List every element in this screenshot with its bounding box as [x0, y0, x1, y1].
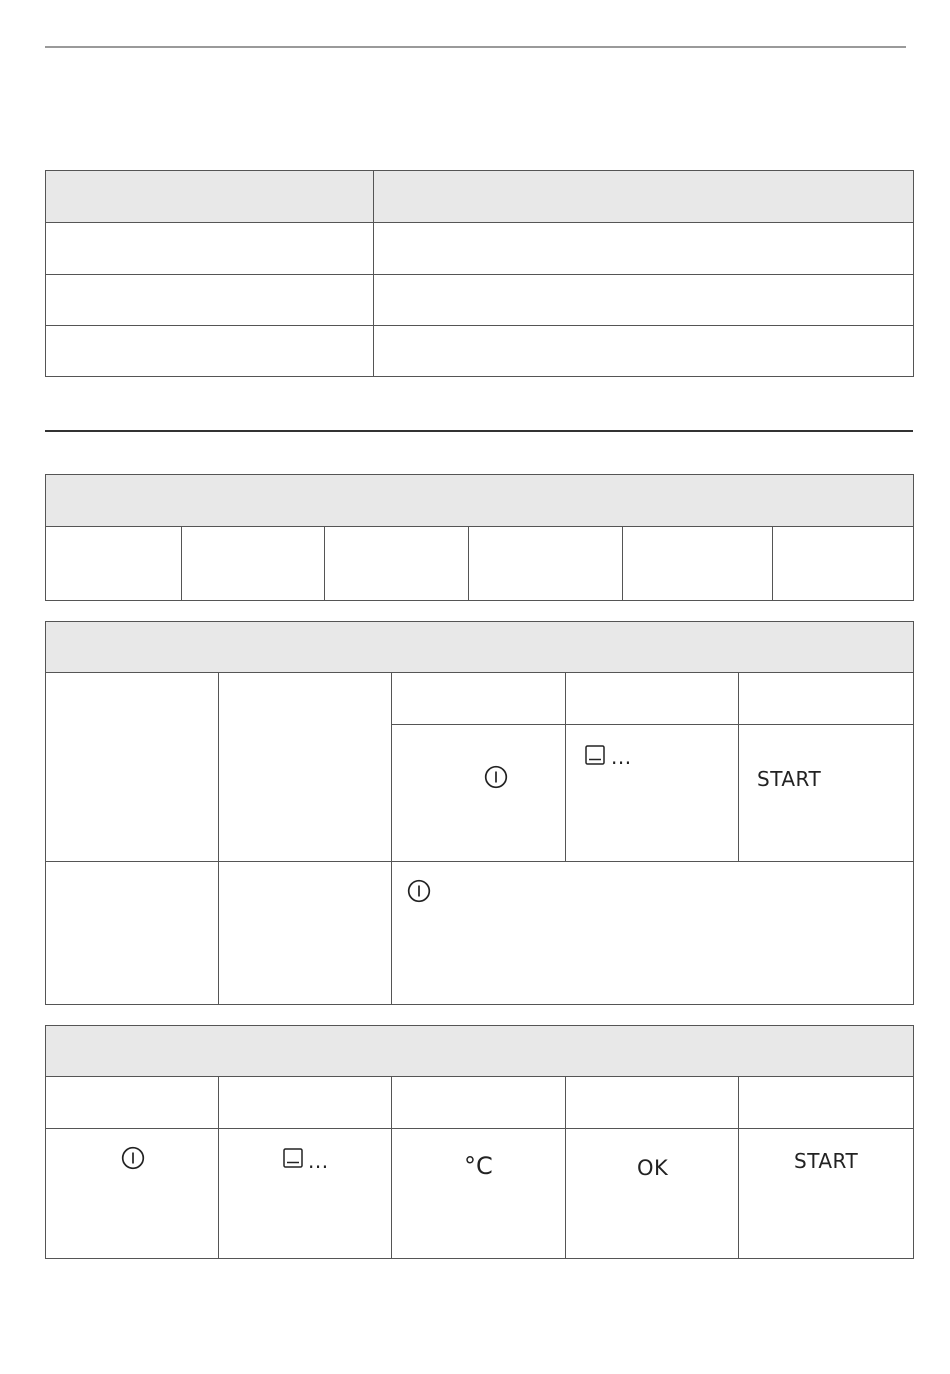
table-1-cell [46, 275, 374, 326]
table-4 [45, 1025, 914, 1259]
table-1-cell [374, 275, 914, 326]
table-2-header-cell [46, 475, 914, 527]
table-4-cell [46, 1077, 219, 1129]
table-3-step-power-cell [392, 725, 566, 862]
power-icon [484, 765, 508, 789]
table-3-cell [46, 862, 219, 1005]
table-3-header-cell [46, 622, 914, 673]
power-icon [121, 1146, 145, 1170]
table-1-cell [46, 223, 374, 275]
start-label: START [757, 767, 822, 791]
table-2-cell [773, 527, 914, 601]
table-2-cell [469, 527, 623, 601]
table-1-cell [374, 326, 914, 377]
celsius-icon: °C [464, 1152, 493, 1180]
ellipsis-text: ... [308, 1149, 329, 1173]
table-1-cell [374, 223, 914, 275]
top-rule [45, 46, 906, 48]
oven-function-icon [585, 745, 605, 765]
table-4-cell [392, 1077, 566, 1129]
table-3-cell [219, 673, 392, 862]
section-rule [45, 430, 913, 432]
table-3-step-start-cell [739, 725, 914, 862]
table-2-cell [623, 527, 773, 601]
table-4-step-start-cell [739, 1129, 914, 1259]
table-4-header-cell [46, 1026, 914, 1077]
table-4-cell [219, 1077, 392, 1129]
table-4-step-power-cell [46, 1129, 219, 1259]
table-4-step-temperature-cell [392, 1129, 566, 1259]
table-2-cell [46, 527, 182, 601]
table-1 [45, 170, 914, 377]
table-1-header-cell [374, 171, 914, 223]
table-3-step-function-cell [566, 725, 739, 862]
table-2-cell [325, 527, 469, 601]
power-icon [407, 879, 431, 903]
table-3 [45, 621, 914, 1005]
table-2 [45, 474, 914, 601]
table-4-step-ok-cell [566, 1129, 739, 1259]
table-4-cell [739, 1077, 914, 1129]
ok-label: OK [637, 1156, 669, 1180]
table-3-cell [219, 862, 392, 1005]
table-4-step-function-cell [219, 1129, 392, 1259]
table-3-note-cell [392, 862, 914, 1005]
table-1-cell [46, 326, 374, 377]
table-3-cell [739, 673, 914, 725]
table-3-cell [46, 673, 219, 862]
table-3-cell [392, 673, 566, 725]
ellipsis-text: ... [611, 745, 632, 769]
table-4-cell [566, 1077, 739, 1129]
oven-function-icon [283, 1148, 303, 1168]
table-1-header-cell [46, 171, 374, 223]
table-3-cell [566, 673, 739, 725]
table-2-cell [182, 527, 325, 601]
start-label: START [794, 1149, 859, 1173]
